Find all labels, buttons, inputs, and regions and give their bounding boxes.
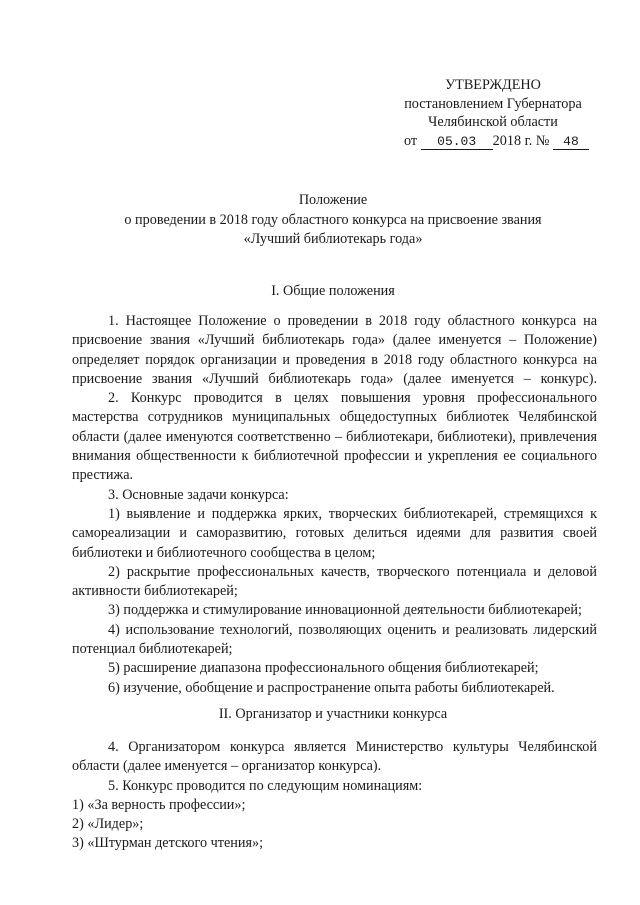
list-item: 3) «Штурман детского чтения»; [72, 835, 264, 852]
title-line-3: «Лучший библиотекарь года» [243, 231, 423, 247]
title-line-1: Положение [298, 192, 368, 208]
paragraph: 2. Конкурс проводится в целях повышения уровня профессионального мастерства сотрудников муниципальных общедоступных библиотек Челябинской области (далее именуются соответственно – библиотекари, библиотеки), привлечения внимания общественности к библиотечной профессии и укрепления ее социального престижа. [72, 390, 597, 484]
title-line-2: о проведении в 2018 году областного конкурса на присвоение звания [124, 211, 542, 228]
approval-stamp [388, 76, 598, 150]
list-item: 4) использование технологий, позволяющих оценить и реализовать лидерский потенциал библиотекарей; [72, 621, 597, 658]
approval-year-label: 2018 г. № [492, 132, 550, 149]
approval-heading: УТВЕРЖДЕНО [445, 77, 541, 93]
section-heading-organizer: II. Организатор и участники конкурса [218, 706, 448, 722]
approval-line-2: Челябинской области [428, 114, 558, 130]
section-body-organizer [72, 738, 597, 854]
paragraph: 5. Конкурс проводится по следующим номинациям: [108, 777, 423, 794]
list-item: 6) изучение, обобщение и распространение опыта работы библиотекарей. [108, 679, 555, 696]
section-body-general [72, 312, 597, 698]
paragraph: 1. Настоящее Положение о проведении в 2018 году областного конкурса на присвоение звания «Лучший библиотекарь года» (далее именуется – Положение) определяет порядок организации и проведения в 2018 году областного конкурса на присвоение звания «Лучший библиотекарь года» (далее именуется – конкурс). [72, 313, 597, 387]
paragraph: 3. Основные задачи конкурса: [108, 486, 289, 503]
section-heading-general: I. Общие положения [271, 283, 395, 299]
list-item: 2) раскрытие профессиональных качеств, творческого потенциала и деловой активности библиотекарей; [72, 563, 597, 600]
approval-date: 05.03 [421, 134, 493, 150]
approval-number: 48 [553, 134, 589, 150]
list-item: 5) расширение диапазона профессионального общения библиотекарей; [108, 660, 539, 677]
document-title [60, 191, 606, 250]
list-item: 1) выявление и поддержка ярких, творческих библиотекарей, стремящихся к самореализации и саморазвитию, готовых делиться идеями для развития своей библиотеки и библиотечного сообщества в целом; [72, 505, 597, 561]
approval-line-1: постановлением Губернатора [404, 95, 582, 112]
approval-date-line [388, 132, 598, 151]
list-item: 1) «За верность профессии»; [72, 796, 246, 813]
list-item: 2) «Лидер»; [72, 816, 144, 833]
list-item: 3) поддержка и стимулирование инновационной деятельности библиотекарей; [108, 602, 582, 619]
paragraph: 4. Организатором конкурса является Министерство культуры Челябинской области (далее именуется – организатор конкурса). [72, 739, 597, 775]
approval-from-label: от [404, 132, 418, 149]
